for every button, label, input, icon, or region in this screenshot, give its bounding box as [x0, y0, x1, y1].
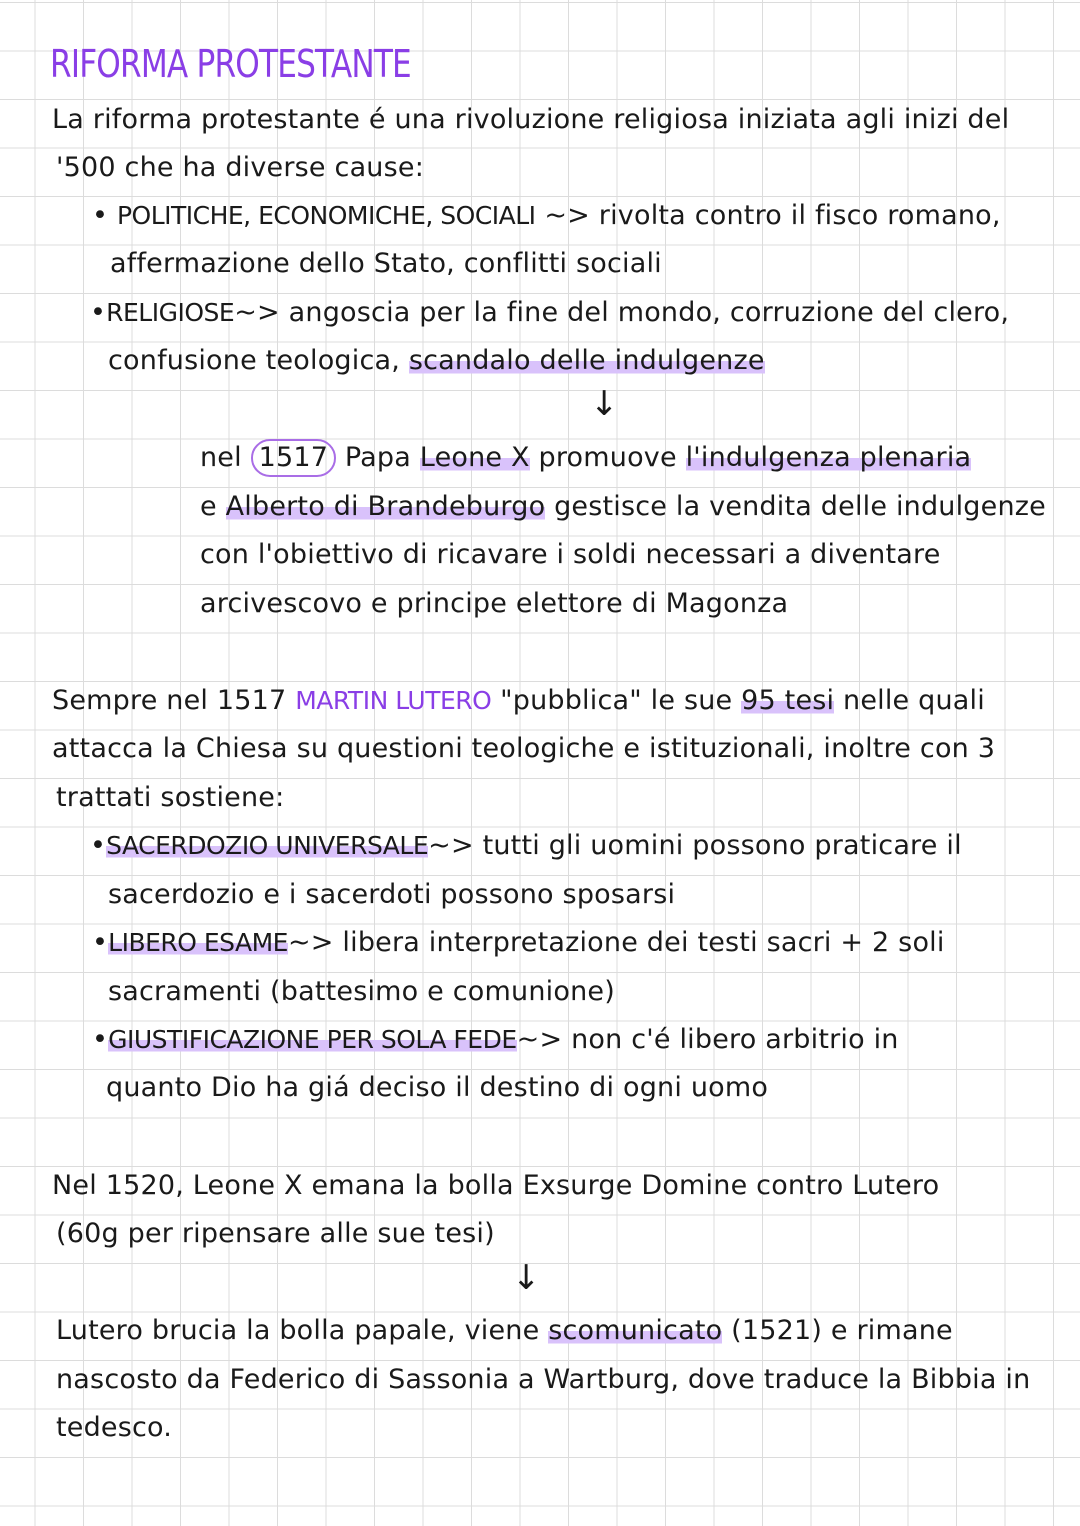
bullet: • [92, 927, 109, 958]
cause-religious-line-2 [108, 341, 765, 381]
cause-political-line-2: affermazione dello Stato, conflitti sociali [110, 248, 662, 279]
luther-line-1 [52, 681, 985, 721]
text: "pubblica" le sue [491, 685, 742, 716]
highlight-libero-esame: LIBERO ESAME [108, 928, 288, 957]
text: tutti gli uomini possono praticare il [473, 830, 962, 861]
highlight-giustificazione: GIUSTIFICAZIONE PER SOLA FEDE [108, 1025, 517, 1054]
text: nel [200, 442, 251, 473]
circled-year-1517: 1517 [251, 439, 337, 477]
outcome-line-2: nascosto da Federico di Sassonia a Wartburg, dove traduce la Bibbia in [56, 1364, 1031, 1395]
martin-lutero-name: MARTIN LUTERO [295, 686, 492, 715]
text: e [200, 491, 226, 522]
squiggle-arrow-icon: ~> [234, 297, 280, 328]
down-arrow-icon: ↓ [512, 1258, 541, 1298]
text: libera interpretazione dei testi sacri + 2 soli [333, 927, 945, 958]
text: non c'é libero arbitrio in [562, 1024, 899, 1055]
squiggle-arrow-icon: ~> [516, 1024, 563, 1055]
doctrine-faith-line-2: quanto Dio ha giá deciso il destino di ogni uomo [106, 1072, 769, 1103]
indulgence-line-4: arcivescovo e principe elettore di Magonza [200, 588, 789, 619]
cause-religious-text: angoscia per la fine del mondo, corruzione del clero, [279, 297, 1010, 328]
bull-line-2: (60g per ripensare alle sue tesi) [56, 1218, 495, 1249]
cause-religious-label: RELIGIOSE [106, 298, 235, 327]
luther-line-3: trattati sostiene: [56, 782, 285, 813]
squiggle-arrow-icon: ~> [287, 927, 334, 958]
doctrine-priesthood [90, 826, 962, 866]
cause-political [92, 196, 1001, 236]
cause-political-label: POLITICHE, ECONOMICHE, SOCIALI [116, 201, 536, 230]
cause-political-text: rivolta contro il fisco romano, [590, 200, 1001, 231]
squiggle-arrow-icon: ~> [428, 830, 474, 861]
text: nelle quali [834, 685, 985, 716]
doctrine-free-examination [92, 923, 945, 963]
luther-line-2: attacca la Chiesa su questioni teologiche e istituzionali, inoltre con 3 [52, 733, 996, 764]
highlight-albert: Alberto di Brandeburgo [225, 491, 546, 522]
squiggle-arrow-icon: ~> [544, 200, 591, 231]
page-title: RIFORMA PROTESTANTE [50, 42, 411, 86]
highlight-plenary-indulgence: l'indulgenza plenaria [685, 442, 972, 473]
doctrine-priesthood-line-2: sacerdozio e i sacerdoti possono sposarsi [108, 879, 676, 910]
cause-religious-line-2-text: confusione teologica, [108, 345, 409, 376]
outcome-line-3: tedesco. [56, 1412, 173, 1443]
highlight-scomunicato: scomunicato [548, 1315, 723, 1346]
text: (1521) e rimane [722, 1315, 953, 1346]
text: Sempre nel 1517 [52, 685, 296, 716]
highlight-indulgence-scandal: scandalo delle indulgenze [408, 345, 765, 376]
indulgence-line-1 [200, 438, 971, 478]
highlight-pope: Leone X [419, 442, 530, 473]
bullet: • [90, 297, 107, 328]
bullet: • [92, 1024, 109, 1055]
intro-line-2: '500 che ha diverse cause: [56, 152, 424, 183]
indulgence-line-3: con l'obiettivo di ricavare i soldi necessari a diventare [200, 539, 941, 570]
highlight-sacerdozio-universale: SACERDOZIO UNIVERSALE [106, 831, 429, 860]
bullet: • [92, 200, 109, 231]
bullet: • [90, 830, 107, 861]
indulgence-line-2 [200, 487, 1046, 527]
highlight-95-theses: 95 tesi [741, 685, 835, 716]
down-arrow-icon: ↓ [590, 384, 619, 424]
doctrine-free-examination-line-2: sacramenti (battesimo e comunione) [108, 976, 615, 1007]
text: Papa [336, 442, 420, 473]
bull-line-1: Nel 1520, Leone X emana la bolla Exsurge Domine contro Lutero [52, 1170, 940, 1201]
text: gestisce la vendita delle indulgenze [545, 491, 1046, 522]
cause-religious [90, 293, 1009, 333]
intro-line-1: La riforma protestante é una rivoluzione religiosa iniziata agli inizi del [52, 104, 1010, 135]
outcome-line-1 [56, 1311, 953, 1351]
text: promuove [529, 442, 686, 473]
doctrine-faith [92, 1020, 899, 1060]
text: Lutero brucia la bolla papale, viene [56, 1315, 549, 1346]
